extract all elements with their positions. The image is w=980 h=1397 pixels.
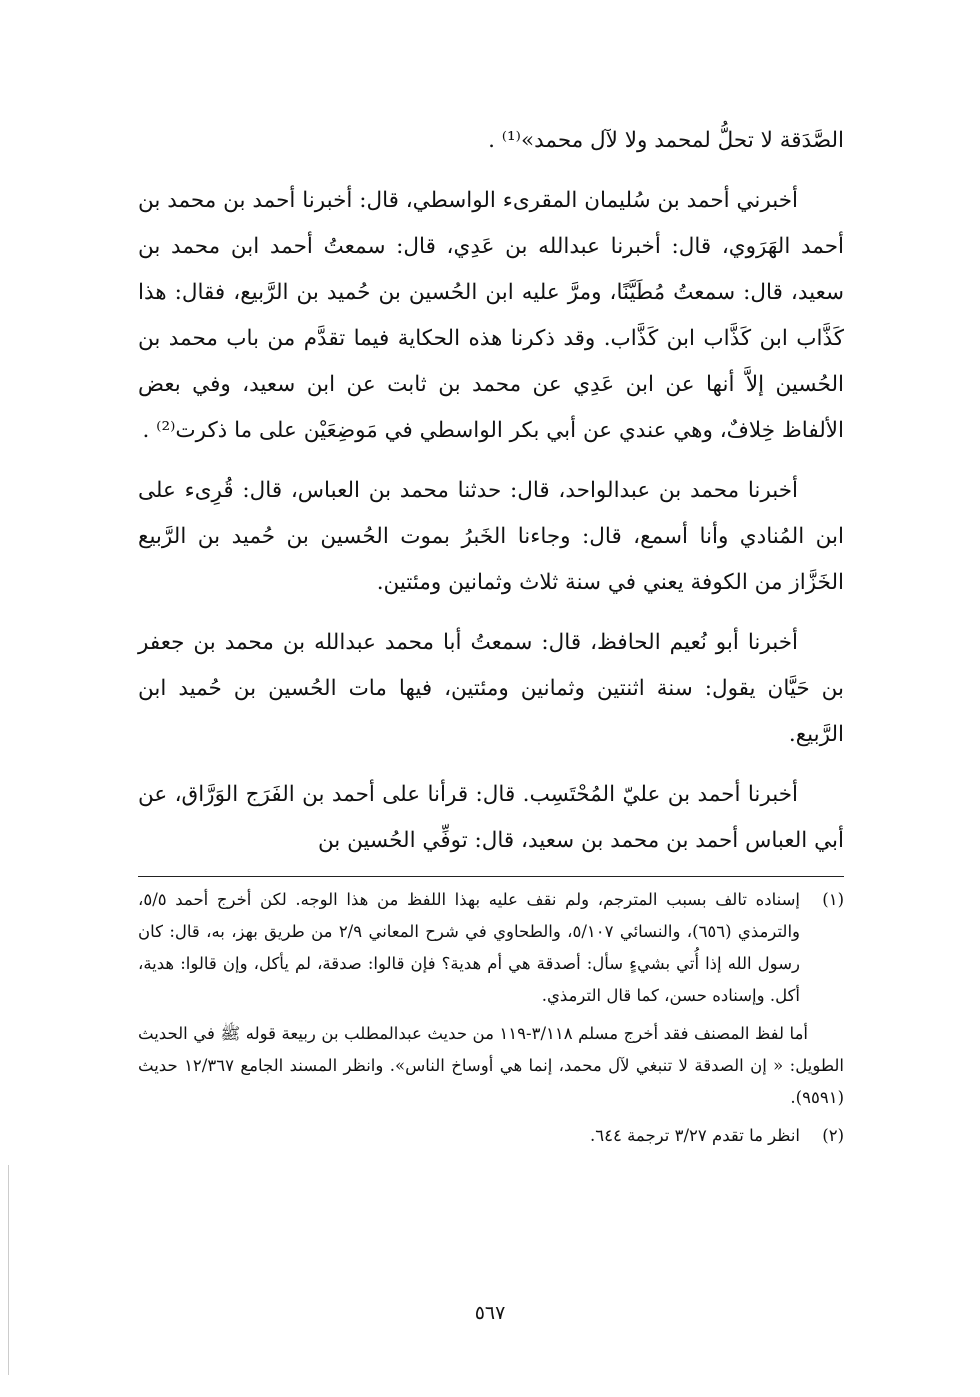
footnote-continuation: أما لفظ المصنف فقد أخرج مسلم ٣/١١٨-١١٩ من حديث عبدالمطلب بن ربيعة قوله ﷺ في الحديث الطويل: « إن الصدقة لا تنبغي لآل محمد، إنما هي أوساخ الناس». وانظر المسند الجامع ١٢/٣٦٧ حديث (٩٥٩١). <box>138 1024 844 1107</box>
paragraph: أخبرنا أحمد بن عليّ المُحْتَسِب. قال: قرأنا على أحمد بن الفَرَج الوَرَّاق، عن أبي العباس أحمد بن محمد بن سعيد، قال: توفِّي الحُسين بن <box>138 782 844 853</box>
paragraph: أخبرني أحمد بن سُليمان المقرىء الواسطي، قال: أخبرنا أحمد بن محمد بن أحمد الهَرَوي، قال: أخبرنا عبدالله بن عَدِي، قال: سمعتُ أحمد ابن محمد بن سعيد، قال: سمعتُ مُطَيَّنًا، ومرَّ عليه ابن الحُسين بن حُميد بن الرَّبيع، فقال: هذا كَذَّاب ابن كَذَّاب ابن كَذَّاب. وقد ذكرنا هذه الحكاية فيما تقدَّم من باب محمد بن الحُسين إلاَّ أنها عن ابن عَدِي عن محمد بن ثابت عن ابن سعيد، وفي بعض الألفاظ خِلافٌ، وهي عندي عن أبي بكر الواسطي في مَوضِعَيْن على ما ذكرت⁽²⁾ . <box>138 188 844 443</box>
main-text <box>138 118 844 864</box>
paragraph: أخبرنا أبو نُعيم الحافظ، قال: سمعتُ أبا محمد عبدالله بن محمد بن جعفر بن حَيَّان يقول: سنة اثنتين وثمانين ومئتين، فيها مات الحُسين بن حُميد ابن الرَّبيع. <box>138 630 844 747</box>
scan-edge-mark <box>8 1165 9 1375</box>
footnote-1 <box>138 884 844 1012</box>
paragraph-continuation: الصَّدَقة لا تحلُّ لمحمد ولا لآل محمد»⁽¹⁾ . <box>488 128 844 153</box>
footnote-number: (١) <box>822 890 844 909</box>
footnote-2 <box>138 1120 844 1152</box>
page-number: ٥٦٧ <box>474 1302 506 1324</box>
footnote-text: انظر ما تقدم ٣/٢٧ ترجمة ٦٤٤. <box>589 1126 800 1145</box>
footnote-number: (٢) <box>822 1126 844 1145</box>
paragraph: أخبرنا محمد بن عبدالواحد، قال: حدثنا محمد بن العباس، قال: قُرِىء على ابن المُنادي وأنا أسمع، قال: وجاءنا الخَبرُ بموت الحُسين بن حُميد بن الرَّبيع الخَزَّاز من الكوفة يعني في سنة ثلاث وثمانين ومئتين. <box>138 478 844 595</box>
footnotes <box>138 884 844 1152</box>
footnote-text: إسناده تالف بسبب المترجم، ولم نقف عليه بهذا اللفظ من هذا الوجه. لكن أخرج أحمد ٥/٥، والترمذي (٦٥٦)، والنسائي ٥/١٠٧، والطحاوي في شرح المعاني ٢/٩ من طريق بهز، به، قال: كان رسول الله إذا أُتي بشيءٍ سأل: أصدقة هي أم هدية؟ فإن قالوا: صدقة، لم يأكل، وإن قالوا: هدية، أكل. وإسناده حسن، كما قال الترمذي. <box>138 890 800 1005</box>
footnote-divider <box>138 876 844 877</box>
